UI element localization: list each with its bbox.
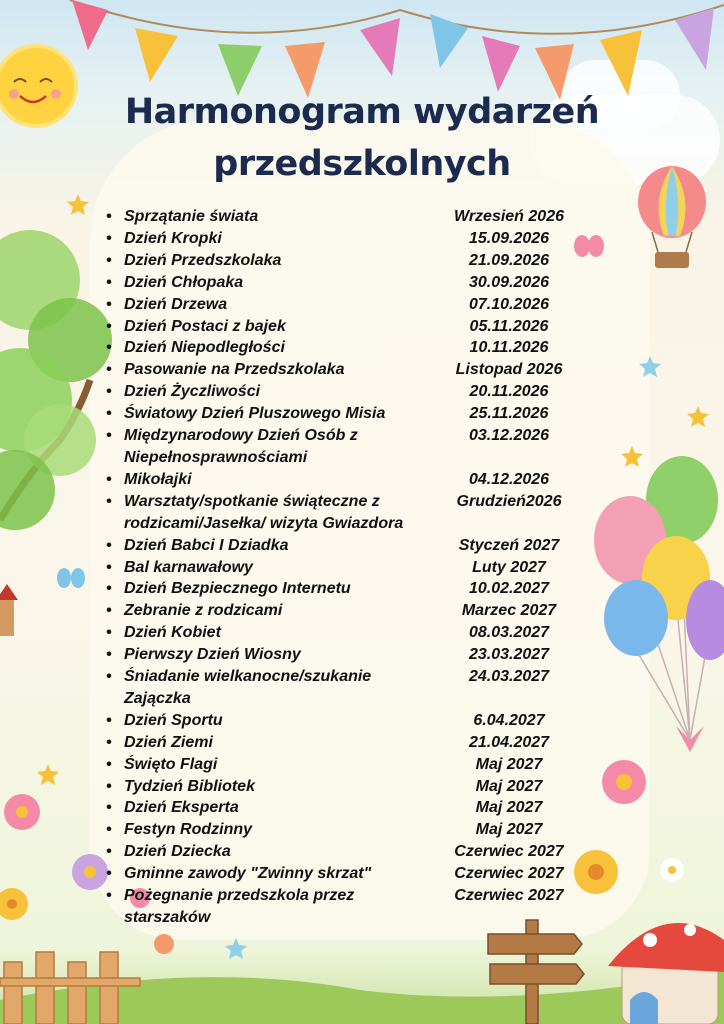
event-date: Czerwiec 2027 xyxy=(454,843,564,861)
bullet-icon: • xyxy=(106,799,112,817)
event-date: 30.09.2026 xyxy=(468,273,550,291)
list-item xyxy=(106,885,576,929)
bunting-flags xyxy=(72,0,714,100)
list-item xyxy=(106,644,576,666)
bullet-icon: • xyxy=(106,427,112,445)
event-name: Gminne zawody "Zwinny skrzat" xyxy=(124,865,372,883)
list-item xyxy=(106,819,576,841)
bullet-icon: • xyxy=(106,646,112,664)
bullet-icon: • xyxy=(106,843,112,861)
event-name: Dzień Niepodległości xyxy=(124,339,285,357)
list-item xyxy=(106,359,576,381)
tree-icon xyxy=(0,230,112,530)
event-name: Dzień Postaci z bajek xyxy=(124,317,286,335)
event-name: Warsztaty/spotkanie świąteczne z rodzicami/Jasełka/ wizyta Gwiazdora xyxy=(124,492,404,532)
event-name: Bal karnawałowy xyxy=(124,558,253,576)
bullet-icon: • xyxy=(106,733,112,751)
list-item xyxy=(106,228,576,250)
event-name: Śniadanie wielkanocne/szukanie Zajączka xyxy=(124,668,372,707)
event-date: 05.11.2026 xyxy=(469,317,549,335)
birdhouse-icon xyxy=(0,584,18,636)
list-item xyxy=(106,754,576,776)
list-item xyxy=(106,403,576,425)
bullet-icon: • xyxy=(106,602,112,620)
event-date: Marzec 2027 xyxy=(461,602,557,620)
event-date: Maj 2027 xyxy=(475,755,543,773)
event-date: Maj 2027 xyxy=(475,821,543,839)
event-date: 20.11.2026 xyxy=(469,383,549,401)
event-date: 21.04.2027 xyxy=(468,733,550,751)
event-date: 25.11.2026 xyxy=(469,405,549,423)
event-date: 08.03.2027 xyxy=(468,624,550,642)
bullet-icon: • xyxy=(106,317,112,335)
event-date: 07.10.2026 xyxy=(468,295,550,313)
list-item xyxy=(106,797,576,819)
list-item xyxy=(106,337,576,359)
list-item xyxy=(106,622,576,644)
butterfly-icon xyxy=(57,568,85,588)
list-item xyxy=(106,666,576,710)
event-name: Dzień Chłopaka xyxy=(124,273,244,291)
event-date: 03.12.2026 xyxy=(468,427,550,445)
bullet-icon: • xyxy=(106,711,112,729)
bullet-icon: • xyxy=(106,580,112,598)
list-item xyxy=(106,776,576,798)
event-name: Pożegnanie przedszkola przez starszaków xyxy=(124,887,355,926)
event-date: Czerwiec 2027 xyxy=(454,887,564,905)
event-date: 6.04.2027 xyxy=(473,711,545,729)
event-name: Dzień Dziecka xyxy=(124,843,231,861)
list-item xyxy=(106,316,576,338)
event-name: Mikołajki xyxy=(124,470,192,488)
list-item xyxy=(106,272,576,294)
event-name: Pierwszy Dzień Wiosny xyxy=(124,646,301,664)
event-name: Święto Flagi xyxy=(124,755,218,773)
event-date: Maj 2027 xyxy=(475,777,543,795)
event-date: Wrzesień 2026 xyxy=(454,208,564,225)
bullet-icon: • xyxy=(106,273,112,291)
bullet-icon: • xyxy=(106,229,112,247)
event-date: 23.03.2027 xyxy=(468,646,550,664)
bullet-icon: • xyxy=(106,558,112,576)
bullet-icon: • xyxy=(106,865,112,883)
bullet-icon: • xyxy=(106,295,112,313)
event-date: 10.11.2026 xyxy=(469,339,549,357)
event-name: Zebranie z rodzicami xyxy=(124,602,283,620)
bullet-icon: • xyxy=(106,887,112,905)
list-item xyxy=(106,535,576,557)
event-name: Dzień Kropki xyxy=(124,229,222,247)
bullet-icon: • xyxy=(106,777,112,795)
list-item xyxy=(106,294,576,316)
event-name: Światowy Dzień Pluszowego Misia xyxy=(124,405,386,423)
list-item xyxy=(106,578,576,600)
event-name: Dzień Sportu xyxy=(124,711,223,729)
list-item xyxy=(106,491,576,535)
bullet-icon: • xyxy=(106,383,112,401)
bullet-icon: • xyxy=(106,405,112,423)
title-line-2: przedszkolnych xyxy=(213,144,511,184)
event-name: Dzień Kobiet xyxy=(124,624,221,642)
event-name: Międzynarodowy Dzień Osób z Niepełnosprawnościami xyxy=(124,427,358,466)
list-item xyxy=(106,600,576,622)
event-date: Luty 2027 xyxy=(472,558,546,576)
bullet-icon: • xyxy=(106,821,112,839)
event-date: 15.09.2026 xyxy=(468,229,550,247)
bullet-icon: • xyxy=(106,492,112,510)
bullet-icon: • xyxy=(106,536,112,554)
list-item xyxy=(106,381,576,403)
event-name: Dzień Babci I Dziadka xyxy=(124,536,289,554)
list-item xyxy=(106,557,576,579)
event-date: Styczeń 2027 xyxy=(458,536,560,554)
event-date: 10.02.2027 xyxy=(468,580,550,598)
event-name: Dzień Ziemi xyxy=(124,733,213,751)
event-name: Sprzątanie świata xyxy=(124,208,259,225)
event-name: Festyn Rodzinny xyxy=(124,821,253,839)
event-name: Dzień Życzliwości xyxy=(124,383,261,401)
event-date: Czerwiec 2027 xyxy=(454,865,564,883)
event-name: Dzień Eksperta xyxy=(124,799,239,817)
bullet-icon: • xyxy=(106,339,112,357)
list-item xyxy=(106,250,576,272)
event-date: 04.12.2026 xyxy=(468,470,550,488)
event-date: 21.09.2026 xyxy=(468,251,550,269)
list-item xyxy=(106,863,576,885)
mushroom-house-icon xyxy=(608,923,724,1024)
event-date: Grudzień2026 xyxy=(456,492,562,510)
event-date: 24.03.2027 xyxy=(468,668,550,686)
list-item xyxy=(106,710,576,732)
list-item xyxy=(106,425,576,469)
title-line-1: Harmonogram wydarzeń xyxy=(124,92,600,132)
list-item xyxy=(106,469,576,491)
bullet-icon: • xyxy=(106,361,112,379)
bullet-icon: • xyxy=(106,251,112,269)
bullet-icon: • xyxy=(106,470,112,488)
event-date: Listopad 2026 xyxy=(455,361,563,379)
page-title xyxy=(62,86,662,190)
event-name: Dzień Bezpiecznego Internetu xyxy=(124,580,351,598)
event-name: Pasowanie na Przedszkolaka xyxy=(124,361,345,379)
event-date: Maj 2027 xyxy=(475,799,543,817)
bullet-icon: • xyxy=(106,755,112,773)
event-name: Dzień Drzewa xyxy=(124,295,228,313)
list-item xyxy=(106,732,576,754)
bullet-icon: • xyxy=(106,624,112,642)
list-item xyxy=(106,206,576,228)
event-list xyxy=(106,206,576,929)
event-name: Dzień Przedszkolaka xyxy=(124,251,282,269)
balloons-icon xyxy=(594,456,724,752)
event-name: Tydzień Bibliotek xyxy=(124,777,255,795)
bullet-icon: • xyxy=(106,668,112,686)
butterfly-icon xyxy=(574,235,604,257)
list-item xyxy=(106,841,576,863)
bullet-icon: • xyxy=(106,208,112,225)
